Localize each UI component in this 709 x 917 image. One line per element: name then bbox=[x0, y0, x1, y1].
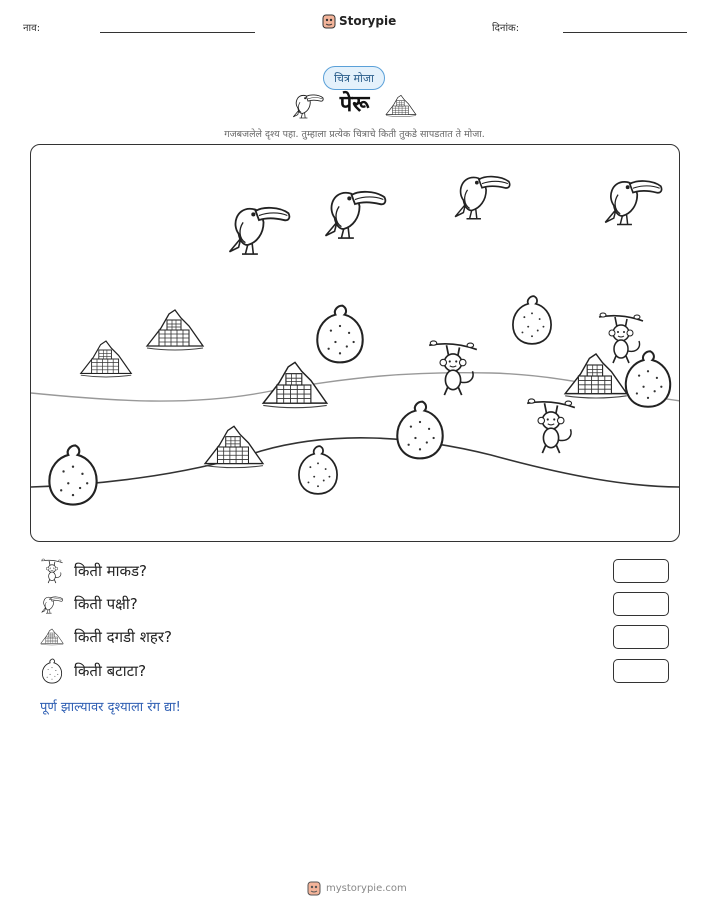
stone-city-2 bbox=[147, 310, 203, 350]
date-label: दिनांक: bbox=[492, 23, 520, 34]
brand-logo bbox=[322, 13, 396, 29]
date-line[interactable] bbox=[563, 32, 687, 33]
guava-4 bbox=[397, 402, 442, 459]
guava-6 bbox=[49, 445, 96, 504]
answer-box-potatoes[interactable] bbox=[613, 659, 669, 683]
site-url[interactable]: mystorypie.com bbox=[326, 882, 407, 894]
question-row-birds bbox=[40, 591, 138, 617]
title-stone-city-icon bbox=[385, 92, 417, 120]
monkey-icon bbox=[40, 558, 64, 584]
toucan-2 bbox=[326, 192, 386, 238]
question-text: किती माकड? bbox=[74, 562, 147, 580]
scene-illustration bbox=[31, 145, 680, 542]
potato-icon bbox=[40, 658, 64, 684]
counting-scene bbox=[30, 144, 680, 542]
instruction-text: गजबजलेले दृश्य पहा. तुम्हाला प्रत्येक चित्राचे किती तुकडे सापडतात ते मोजा. bbox=[224, 129, 485, 140]
storypie-logo-icon bbox=[322, 13, 336, 29]
stone-city-3 bbox=[263, 362, 326, 407]
site-footer bbox=[307, 880, 407, 896]
brand-name: Storypie bbox=[339, 14, 397, 28]
question-text: किती बटाटा? bbox=[74, 662, 147, 680]
guava-3 bbox=[626, 351, 670, 407]
near-hill-line bbox=[31, 438, 680, 487]
monkey-2 bbox=[599, 313, 643, 363]
name-line[interactable] bbox=[100, 32, 255, 33]
toucan-icon bbox=[40, 591, 64, 617]
answer-box-birds[interactable] bbox=[613, 592, 669, 616]
monkey-3 bbox=[527, 399, 575, 453]
toucan-1 bbox=[230, 208, 290, 254]
answer-box-stone-cities[interactable] bbox=[613, 625, 669, 649]
monkey-1 bbox=[429, 341, 477, 395]
question-text: किती दगडी शहर? bbox=[74, 628, 172, 646]
stone-city-5 bbox=[565, 354, 627, 398]
question-row-stone-cities bbox=[40, 624, 172, 650]
question-text: किती पक्षी? bbox=[74, 595, 138, 613]
toucan-3 bbox=[455, 177, 510, 219]
stone-city-4 bbox=[205, 426, 263, 467]
name-label: नाव: bbox=[23, 23, 41, 34]
guava-1 bbox=[317, 306, 362, 363]
page-title: पेरू bbox=[339, 92, 370, 117]
stone-city-1 bbox=[81, 341, 131, 377]
storypie-footer-icon bbox=[307, 880, 321, 896]
coloring-note: पूर्ण झाल्यावर दृश्याला रंग द्या! bbox=[40, 700, 181, 715]
guava-2 bbox=[513, 296, 551, 344]
activity-badge: चित्र मोजा bbox=[323, 66, 385, 90]
answer-box-monkeys[interactable] bbox=[613, 559, 669, 583]
stone-city-icon bbox=[40, 624, 64, 650]
toucan-4 bbox=[605, 181, 661, 225]
guava-5 bbox=[299, 446, 337, 494]
question-row-potatoes bbox=[40, 658, 146, 684]
question-row-monkeys bbox=[40, 558, 147, 584]
